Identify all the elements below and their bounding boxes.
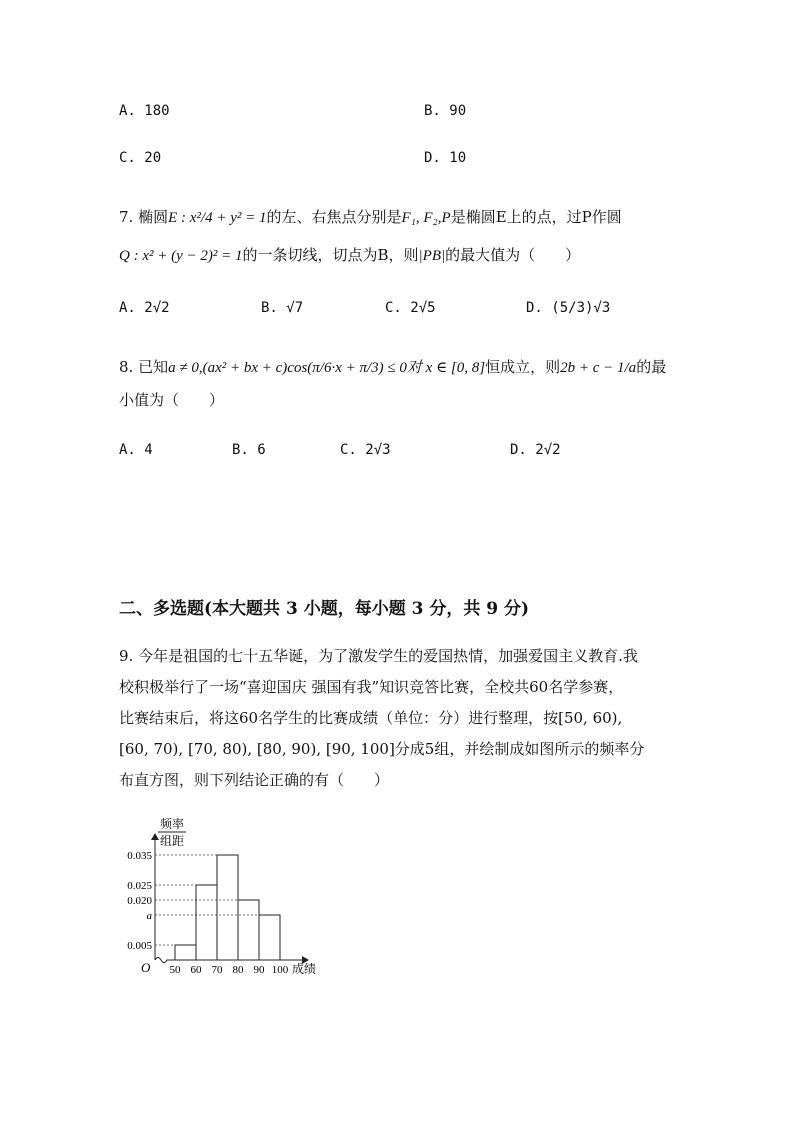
histogram-bar bbox=[175, 945, 196, 960]
q8-line1 bbox=[119, 356, 666, 377]
x-tick-label: 100 bbox=[271, 964, 289, 976]
q9-text bbox=[119, 641, 644, 796]
q7-ellipse-equation: E : x²/4 + y² = 1 bbox=[168, 210, 267, 226]
q6-option-c: C. 20 bbox=[119, 150, 162, 166]
q9-line2: 校积极举行了一场“喜迎国庆 强国有我”知识竞答比赛，全校共60名学参赛， bbox=[119, 678, 624, 696]
q7-option-a: A. 2√2 bbox=[119, 300, 170, 316]
q7-tangent-text: 的一条切线，切点为B，则 bbox=[242, 246, 419, 264]
q7-end-text: 的最大值为（ ） bbox=[445, 246, 581, 264]
q6-option-a: A. 180 bbox=[119, 103, 170, 119]
origin-label: O bbox=[141, 960, 151, 975]
q7-point-p: P bbox=[441, 210, 451, 226]
y-axis-label-top: 频率 bbox=[160, 817, 185, 831]
histogram-bar bbox=[196, 885, 217, 960]
q7-foci: F₁, F₂, bbox=[401, 210, 442, 226]
q7-suffix-text: 是椭圆E上的点，过P作圆 bbox=[450, 208, 622, 226]
q9-line3: 比赛结束后，将这60名学生的比赛成绩（单位：分）进行整理，按[50, 60), bbox=[119, 709, 623, 727]
y-tick-label: 0.025 bbox=[127, 880, 152, 892]
y-tick-label: 0.020 bbox=[127, 895, 152, 907]
q8-option-a: A. 4 bbox=[119, 442, 153, 458]
y-tick-label: 0.035 bbox=[127, 850, 152, 862]
q7-circle-equation: Q : x² + (y − 2)² = 1 bbox=[119, 248, 243, 264]
q7-line2 bbox=[119, 244, 580, 265]
y-axis-label-bottom: 组距 bbox=[160, 834, 185, 848]
x-tick-label: 70 bbox=[211, 964, 223, 976]
q7-line1 bbox=[119, 206, 622, 227]
x-tick-label: 90 bbox=[253, 964, 265, 976]
q8-option-c: C. 2√3 bbox=[340, 442, 391, 458]
q8-option-b: B. 6 bbox=[232, 442, 266, 458]
histogram-bar bbox=[238, 900, 259, 960]
q7-option-d: D. (5/3)√3 bbox=[526, 300, 611, 316]
q8-prefix: 8. 已知 bbox=[119, 358, 169, 376]
x-axis-label: 成绩 bbox=[292, 962, 317, 976]
q7-pb: |PB| bbox=[418, 248, 446, 264]
x-tick-label: 60 bbox=[190, 964, 202, 976]
section-heading: 二、多选题(本大题共 3 小题，每小题 3 分，共 9 分) bbox=[119, 599, 530, 619]
histogram-bar bbox=[217, 855, 238, 960]
q9-line4: [60, 70), [70, 80), [80, 90), [90, 100]分成5组，并绘制成如图所示的频率分 bbox=[119, 740, 645, 758]
q8-domain: 对 x ∈ [0, 8] bbox=[406, 360, 486, 376]
y-tick-label: a bbox=[146, 910, 152, 922]
q7-prefix: 7. 椭圆 bbox=[119, 208, 169, 226]
q7-mid-text: 的左、右焦点分别是 bbox=[266, 208, 402, 226]
q9-line1: 9. 今年是祖国的七十五华诞，为了激发学生的爱国热情，加强爱国主义教育.我 bbox=[119, 647, 638, 665]
q8-expression: 2b + c − 1/a bbox=[560, 360, 637, 376]
q9-line5: 布直方图，则下列结论正确的有（ ） bbox=[119, 771, 390, 789]
q6-option-b: B. 90 bbox=[424, 103, 467, 119]
q8-line2: 小值为（ ） bbox=[119, 391, 225, 409]
q6-option-d: D. 10 bbox=[424, 150, 467, 166]
q8-end-text: 的最 bbox=[636, 358, 667, 376]
frequency-histogram bbox=[110, 810, 350, 990]
x-tick-label: 50 bbox=[169, 964, 181, 976]
q8-mid-text: 恒成立，则 bbox=[485, 358, 561, 376]
y-tick-label: 0.005 bbox=[127, 940, 152, 952]
q8-option-d: D. 2√2 bbox=[510, 442, 561, 458]
q7-option-c: C. 2√5 bbox=[385, 300, 436, 316]
q8-condition: a ≠ 0,(ax² + bx + c)cos(π/6·x + π/3) ≤ 0 bbox=[168, 360, 407, 376]
x-tick-label: 80 bbox=[232, 964, 244, 976]
q7-option-b: B. √7 bbox=[261, 300, 304, 316]
histogram-bar bbox=[259, 915, 280, 960]
